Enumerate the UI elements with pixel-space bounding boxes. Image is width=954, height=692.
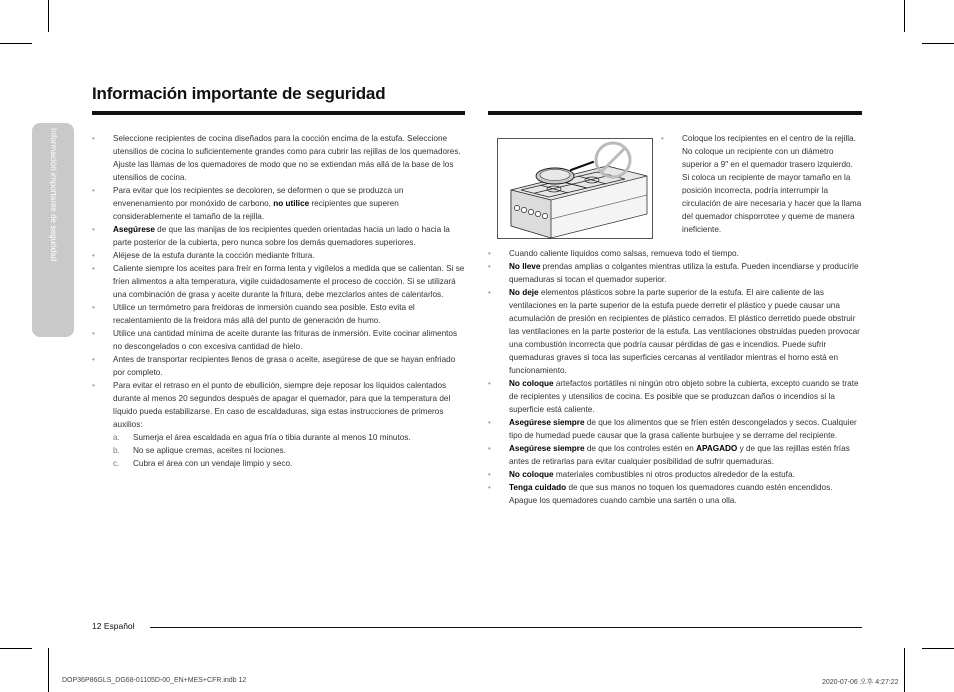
- list-item: [92, 327, 465, 353]
- print-filename: DOP36P86GLS_DG68-01105D-00_EN+MES+CFR.indb 12: [62, 677, 247, 684]
- bullet-icon: •: [661, 134, 664, 143]
- emphasis-text: No coloque: [509, 379, 554, 388]
- crop-mark: [904, 0, 905, 32]
- list-item: [488, 468, 862, 481]
- bullet-icon: •: [92, 225, 95, 234]
- bullet-icon: •: [488, 470, 491, 479]
- list-item-text: y de que las rejillas estén frías antes de retirarlas para evitar cualquier posibilidad de sufrir quemaduras.: [509, 444, 850, 466]
- emphasis-text: Asegúrese siempre: [509, 418, 585, 427]
- list-item-text: Utilice un termómetro para freidoras de inmersión cuando sea posible. Esto evita el recalentamiento de la freidora más allá del punto de generación de humo.: [113, 303, 415, 325]
- list-item: [92, 223, 465, 249]
- right-column: [488, 247, 862, 507]
- side-tab-label: Información importante de seguridad: [49, 128, 58, 262]
- crop-mark: [48, 648, 49, 692]
- emphasis-text: No coloque: [509, 470, 554, 479]
- list-item-text: de que los controles estén en: [584, 444, 697, 453]
- list-item-text: Para evitar que los recipientes se decoloren, se deformen o que se produzca un envenenamiento por monóxido de carbono,: [113, 186, 404, 208]
- list-item-text: elementos plásticos sobre la parte superior de la estufa. El aire caliente de las ventilaciones en la parte superior de la estufa puede derretir el plástico y puede causar una acumulación de presión en recipientes de plástico cerrados. El plástico derretido puede obstruir las ventilaciones en la parte posterior de la estufa. Las ventilaciones obstruidas pueden provocar una combustión incorrecta que podría causar pérdidas de gas e incendios. Puede sufrir quemaduras graves si toca las superficies cercanas al ventilador mientras el horno está en funcionamiento.: [509, 288, 860, 375]
- list-item: [92, 262, 465, 301]
- bullet-icon: •: [92, 251, 95, 260]
- list-item: [92, 379, 465, 431]
- bullet-icon: •: [92, 303, 95, 312]
- bullet-icon: •: [92, 381, 95, 390]
- first-aid-step: [113, 431, 465, 444]
- title-rule-left: [92, 111, 465, 115]
- step-letter: a.: [113, 433, 120, 442]
- emphasis-text: Asegúrese siempre: [509, 444, 585, 453]
- list-item-text: prendas amplias o colgantes mientras utiliza la estufa. Pueden incendiarse y producirle quemaduras si tocan el quemador superior.: [509, 262, 859, 284]
- list-item: [488, 260, 862, 286]
- footer-rule: [150, 627, 862, 628]
- list-item-text: Cuando caliente líquidos como salsas, remueva todo el tiempo.: [509, 249, 739, 258]
- left-column: [92, 132, 465, 470]
- step-letter: c.: [113, 459, 120, 468]
- bullet-icon: •: [488, 418, 491, 427]
- right-top-note: [661, 132, 862, 236]
- footer-page-number: 12 Español: [92, 621, 135, 631]
- list-item-text: Antes de transportar recipientes llenos de grasa o aceite, asegúrese de que se hayan enfriado por completo.: [113, 355, 456, 377]
- step-text: No se aplique cremas, aceites ni lociones.: [133, 446, 286, 455]
- bullet-icon: •: [488, 262, 491, 271]
- list-item-text: Para evitar el retraso en el punto de ebullición, siempre deje reposar los líquidos calentados durante al menos 20 segundos después de apagar el quemador, para que la temperatura del líquido pueda estabilizarse. En caso de escaldaduras, siga estas instrucciones de primeros auxilios:: [113, 381, 451, 429]
- emphasis-text: Asegúrese: [113, 225, 155, 234]
- emphasis-text: No lleve: [509, 262, 541, 271]
- list-item-text: Utilice una cantidad mínima de aceite durante las frituras de inmersión. Evite cocinar alimentos no descongelados o con excesiva cantidad de hielo.: [113, 329, 458, 351]
- list-item: [488, 442, 862, 468]
- list-item: [661, 132, 862, 236]
- stove-illustration: [497, 138, 653, 239]
- first-aid-list: [92, 431, 465, 470]
- right-top-list: [661, 132, 862, 236]
- list-item: [92, 301, 465, 327]
- list-item: [488, 247, 862, 260]
- list-item: [488, 416, 862, 442]
- list-item-text: Aléjese de la estufa durante la cocción mediante fritura.: [113, 251, 315, 260]
- emphasis-text: no utilice: [273, 199, 310, 208]
- list-item-text: Caliente siempre los aceites para freír en forma lenta y vigílelos a medida que se calientan. Si se fríen alimentos a alta temperatura, vigile cuidadosamente el proceso de cocción. Si se utilizará una combinación de grasa y aceite durante la fritura, debe mezclarlos antes de calentarlos.: [113, 264, 465, 299]
- list-item: [488, 286, 862, 377]
- list-item-text: recipientes que superen considerablemente el tamaño de la rejilla.: [113, 199, 399, 221]
- bullet-icon: •: [488, 444, 491, 453]
- bullet-icon: •: [488, 288, 491, 297]
- step-text: Sumerja el área escaldada en agua fría o tibia durante al menos 10 minutos.: [133, 433, 411, 442]
- list-item-text: de que sus manos no toquen los quemadores cuando estén encendidos. Apague los quemadores cuando cambie una sartén o una olla.: [509, 483, 833, 505]
- page-title: Información importante de seguridad: [92, 84, 386, 103]
- bullet-icon: •: [92, 355, 95, 364]
- list-item-text: de que los alimentos que se fríen estén descongelados y secos. Cualquier tipo de humedad puede causar que la grasa caliente burbujee y se derrame del recipiente.: [509, 418, 857, 440]
- crop-mark: [48, 0, 49, 32]
- title-rule-right: [488, 111, 862, 115]
- first-aid-step: [113, 444, 465, 457]
- bullet-icon: •: [92, 264, 95, 273]
- list-item: [92, 132, 465, 184]
- step-letter: b.: [113, 446, 120, 455]
- bullet-icon: •: [92, 134, 95, 143]
- crop-mark: [0, 648, 32, 649]
- step-text: Cubra el área con un vendaje limpio y seco.: [133, 459, 293, 468]
- list-item-text: de que las manijas de los recipientes queden orientadas hacia un lado o hacia la parte posterior de la cubierta, pero nunca sobre los demás quemadores superiores.: [113, 225, 450, 247]
- print-timestamp: 2020-07-06 오후 4:27:22: [822, 679, 899, 686]
- crop-mark: [922, 648, 954, 649]
- list-item: [92, 249, 465, 262]
- right-bullet-list: [488, 247, 862, 507]
- emphasis-text: No deje: [509, 288, 539, 297]
- list-item: [488, 377, 862, 416]
- list-item-text: Seleccione recipientes de cocina diseñados para la cocción encima de la estufa. Seleccione utensilios de cocina lo suficientemente grandes como para cubrir las rejillas de los quemadores. Ajuste las llamas de los quemadores de modo que no se extiendan más allá de la base de los utensilios de cocina.: [113, 134, 461, 182]
- crop-mark: [0, 43, 32, 44]
- crop-mark: [904, 648, 905, 692]
- bullet-icon: •: [488, 483, 491, 492]
- bullet-icon: •: [92, 329, 95, 338]
- list-item-text: artefactos portátiles ni ningún otro objeto sobre la cubierta, excepto cuando se trate de recipientes y utensilios de cocina. Es posible que se produzcan daños o incendios si la superficie está caliente.: [509, 379, 859, 414]
- bullet-icon: •: [92, 186, 95, 195]
- bullet-icon: •: [488, 249, 491, 258]
- emphasis-text: Tenga cuidado: [509, 483, 567, 492]
- crop-mark: [922, 43, 954, 44]
- list-item: [92, 353, 465, 379]
- bullet-icon: •: [488, 379, 491, 388]
- list-item: [92, 184, 465, 223]
- first-aid-step: [113, 457, 465, 470]
- left-bullet-list: [92, 132, 465, 431]
- list-item: [488, 481, 862, 507]
- list-item-text: Coloque los recipientes en el centro de la rejilla. No coloque un recipiente con un diámetro superior a 9" en el quemador trasero izquierdo. Si coloca un recipiente de mayor tamaño en la posición incorrecta, podría interrumpir la circulación de aire necesaria y hacer que la llama del quemador chisporrotee y queme de manera ineficiente.: [682, 134, 862, 234]
- emphasis-text: APAGADO: [696, 444, 738, 453]
- list-item-text: materiales combustibles ni otros productos alrededor de la estufa.: [553, 470, 795, 479]
